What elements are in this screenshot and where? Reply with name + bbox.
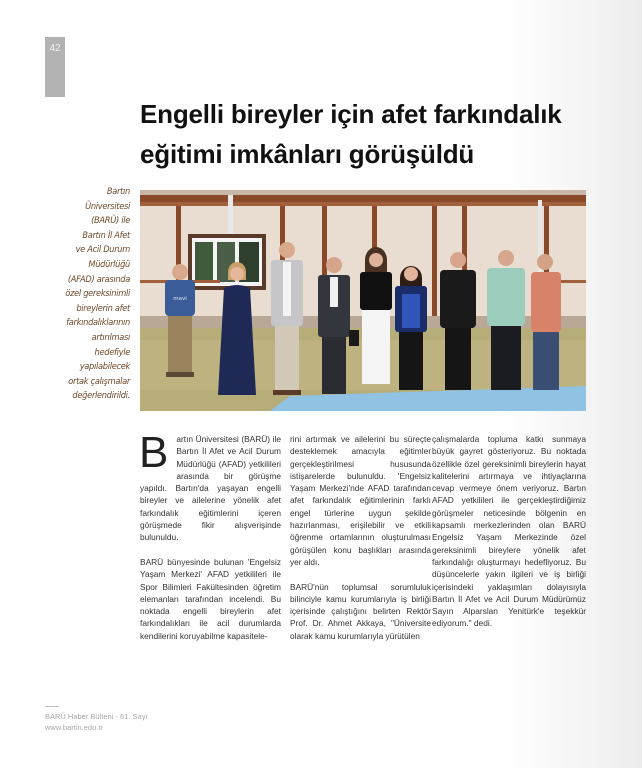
railing	[560, 280, 586, 283]
article-paragraph: çalışmalarda topluma katkı sunmaya büyük gayret gösteriyoruz. Bu noktada özellikle özel gereksinimli bireylerin hayat kalitelerini artırmaya ve ihtiyaçlarına cevap vermeye önem veriyoruz. Bartın AFAD yetkilileri ile gerçekleştirdiğimiz görüşmeler neticesinde bölgenin en kapsamlı merkezlerinden olan BARÜ Engelsiz Yaşam Merkezinde özel gereksinimli bireylere yönelik afet farkındalığı oluşturmayı hedefliyoruz. Bu düşüncelerle yakın ilgileri ve iş birliği içerisindeki yaklaşımları dolayısıyla Bartın İl Afet ve Acil Durum Müdürümüz Sayın Alparslan Yenitürk'e teşekkür ediyorum." dedi.	[432, 434, 586, 629]
footer-website[interactable]: www.bartin.edu.tr	[45, 723, 103, 732]
caption-line: bireylerin afet	[76, 302, 130, 314]
sidebar-caption	[44, 185, 130, 404]
footer	[45, 711, 148, 733]
footer-divider	[45, 706, 59, 707]
person	[165, 264, 195, 377]
article-paragraph: rini artırmak ve ailelerini bu süreçte desteklemek amacıyla eğitimler gerçekleştirilmesi hususunda istişarelerde bulunuldu. 'Engelsiz Yaşam Merkezi'nde AFAD tarafından afet farkındalık eğitimlerinin farklı engel türlerine uygun şekilde hazırlanması, erişilebilir ve etkili öğrenme ortamlarının oluşturulması görüşülen konu başlıkları arasında yer aldı.	[290, 434, 431, 567]
article-column-2	[290, 433, 431, 642]
group-photo-illustration	[140, 190, 586, 411]
caption-line: Bartın İl Afet	[82, 229, 130, 241]
article-column-3	[432, 433, 586, 630]
caption-line: ortak çalışmalar	[68, 375, 130, 387]
shirt-logo: mavi	[173, 296, 187, 302]
page-number-box	[45, 37, 65, 97]
caption-line: yapılabilecek	[79, 361, 130, 373]
caption-line: Müdürlüğü	[88, 258, 130, 270]
article-paragraph-text: artın Üniversitesi (BARÜ) ile Bartın İl Afet ve Acil Durum Müdürlüğü (AFAD) yetkilileri arasında bir görüşme yapıldı. Bartın'da yaşayan engelli bireyler ve ailelerine yönelik afet farkındalık eğitimlerini içeren görüşmede fikir alışverişinde bulunuldu.	[140, 434, 281, 543]
drop-cap: B	[139, 428, 169, 477]
roof-edge	[140, 190, 586, 195]
caption-line: değerlendirildi.	[72, 390, 130, 402]
group-photo	[140, 190, 586, 411]
caption-line: hedefiyle	[94, 346, 130, 358]
caption-line: ve Acil Durum	[75, 244, 130, 256]
roof-beam-lower	[140, 202, 586, 206]
caption-line: farkındalıklarının	[66, 317, 130, 329]
article-paragraph	[139, 428, 281, 544]
person	[440, 252, 476, 390]
caption-line: Üniversitesi	[85, 200, 130, 212]
article-title-line-2: eğitimi imkânları görüşüldü	[140, 139, 475, 169]
page-number: 42	[49, 43, 61, 54]
person	[487, 250, 525, 390]
person	[318, 257, 350, 394]
article-column-1	[139, 428, 281, 642]
footer-publication: BARÜ Haber Bülteni - 61. Sayı	[45, 712, 148, 721]
caption-line: Bartın	[106, 186, 130, 197]
person	[531, 254, 561, 390]
article-paragraph: BARÜ'nün toplumsal sorumluluk bilinciyle kamu kurumlarıyla iş birliği içerisinde çalıştığını belirten Rektör Prof. Dr. Ahmet Akkaya, "Üniversite olarak kamu kurumlarıyla yürütülen	[290, 581, 431, 641]
article-title-line-1: Engelli bireyler için afet farkındalık	[140, 99, 562, 129]
caption-line: özel gereksinimli	[65, 288, 130, 300]
caption-line: artırılması	[91, 331, 130, 343]
caption-line: (BARÜ) ile	[91, 215, 130, 227]
article-title	[140, 94, 600, 174]
article-paragraph: BARÜ bünyesinde bulunan 'Engelsiz Yaşam Merkezi' AFAD yetkilileri ile Spor Bilimleri Fakültesinden öğretim elemanları tarafından incelendi. Bu noktada engelli bireylerin afet farkındalıkları ile acil durumlarda kendilerini koruyabilme kapasitele-	[140, 556, 281, 641]
caption-line: (AFAD) arasında	[67, 273, 130, 285]
roof-beam	[140, 195, 586, 202]
person	[271, 242, 303, 395]
